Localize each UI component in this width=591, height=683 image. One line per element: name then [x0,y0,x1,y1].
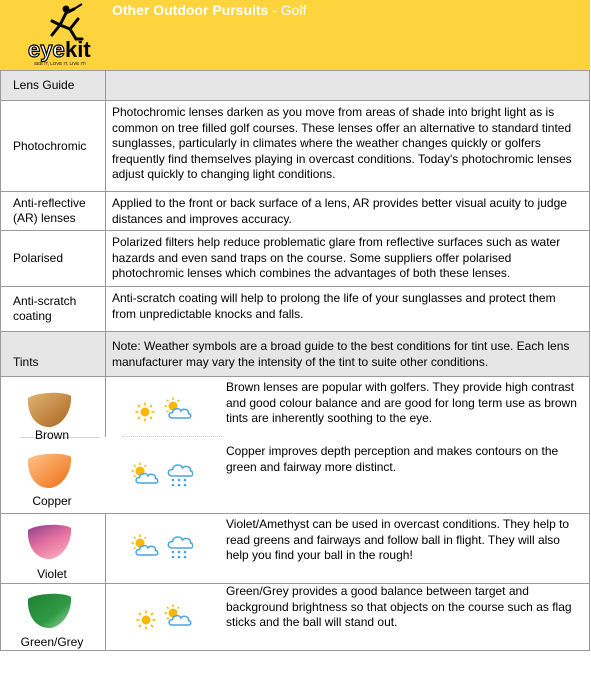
lens-row-text: Anti-scratch coating will help to prolong the life of your sunglasses and protect them from unpredictable knocks and falls. [112,291,556,321]
tint-description: Copper improves depth perception and makes contours on the green and fairway more distinct. [226,444,559,474]
tint-name: Green/Grey [20,635,84,649]
divider [0,286,590,287]
lens-row-text: Polarized filters help reduce problematic glare from reflective surfaces such as water hazards and even sand traps on the course. Some suppliers offer polarised photochromic lenses which combines the advantages of both these lenses. [112,235,561,280]
rain-cloud-icon [165,533,193,563]
sun-cloud-icon [163,604,193,628]
lens-row [0,101,590,191]
title-sub: Golf [280,2,307,18]
violet-lens-icon [25,522,73,562]
copper-lens-icon [25,451,73,491]
lens-guide-heading-blank [105,70,590,100]
lens-row-text: Photochromic lenses darken as you move from areas of shade into bright light as is common on tree filled golf courses. These lenses offer an alternative to standard tinted sunglasses, particularly in climates where the weather changes quickly or golfers frequently find themselves playing in overcast conditions. Today's photochromic lenses adjust quickly to changing light conditions. [112,105,572,181]
tint-description: Brown lenses are popular with golfers. They provide high contrast and good colour balance and are good for long term use as brown tints are inherently soothing to the eye. [226,380,577,425]
green-grey-lens-icon [25,591,73,631]
lens-guide-heading-row [0,70,590,100]
lens-row-label: Photochromic [13,138,87,153]
divider [0,331,590,332]
sun-icon [135,402,155,422]
sun-cloud-icon [130,462,160,486]
tint-name: Violet [37,567,67,581]
title-separator: - [268,2,281,18]
svg-text:kit: kit [65,37,91,62]
sun-cloud-icon [130,534,160,558]
tint-description: Green/Grey provides a good balance between target and background brightness so that objects on the course such as flag sticks and the ball will stand out. [226,584,572,629]
lens-row [0,287,590,331]
tints-heading-row [0,332,590,376]
lens-row [0,231,590,286]
divider [0,191,590,192]
sun-icon [136,610,156,630]
divider [105,377,106,437]
page-title [112,2,306,18]
divider [0,100,590,101]
lens-row [0,192,590,230]
divider [0,376,590,377]
eyekit-logo [22,3,104,67]
lens-row-label: Anti-reflective (AR) lenses [13,196,86,225]
header-banner [0,0,590,70]
lens-row-label: Polarised [13,251,64,265]
tint-name: Copper [32,494,72,508]
divider [0,70,1,651]
brown-lens-icon [25,390,73,430]
rain-cloud-icon [165,461,193,491]
divider [105,70,106,377]
divider [0,70,590,71]
divider [0,513,590,514]
tints-heading: Tints [0,332,105,376]
lens-row-label: Anti-scratch coating [13,294,77,323]
divider [122,436,222,437]
divider [589,70,590,651]
title-main: Other Outdoor Pursuits [112,2,269,18]
tint-name: Brown [34,428,69,442]
svg-text:eye: eye [28,37,65,62]
sun-cloud-icon [163,397,193,421]
tints-note: Note: Weather symbols are a broad guide to the best conditions for tint use. Each lens manufacturer may vary the intensity of the tint to suite other conditions. [105,332,590,376]
lens-guide-heading: Lens Guide [0,70,105,100]
tint-description: Violet/Amethyst can be used in overcast conditions. They help to read greens and fairways and follow ball in flight. They will also help you find your ball in the rough! [226,517,570,562]
divider [105,514,106,651]
divider [0,230,590,231]
divider [0,650,590,651]
logo-tagline: SEE IT, LOVE IT, LIVE IT! [34,61,86,66]
lens-row-text: Applied to the front or back surface of a lens, AR provides better visual acuity to judge distances and improves accuracy. [112,196,567,226]
